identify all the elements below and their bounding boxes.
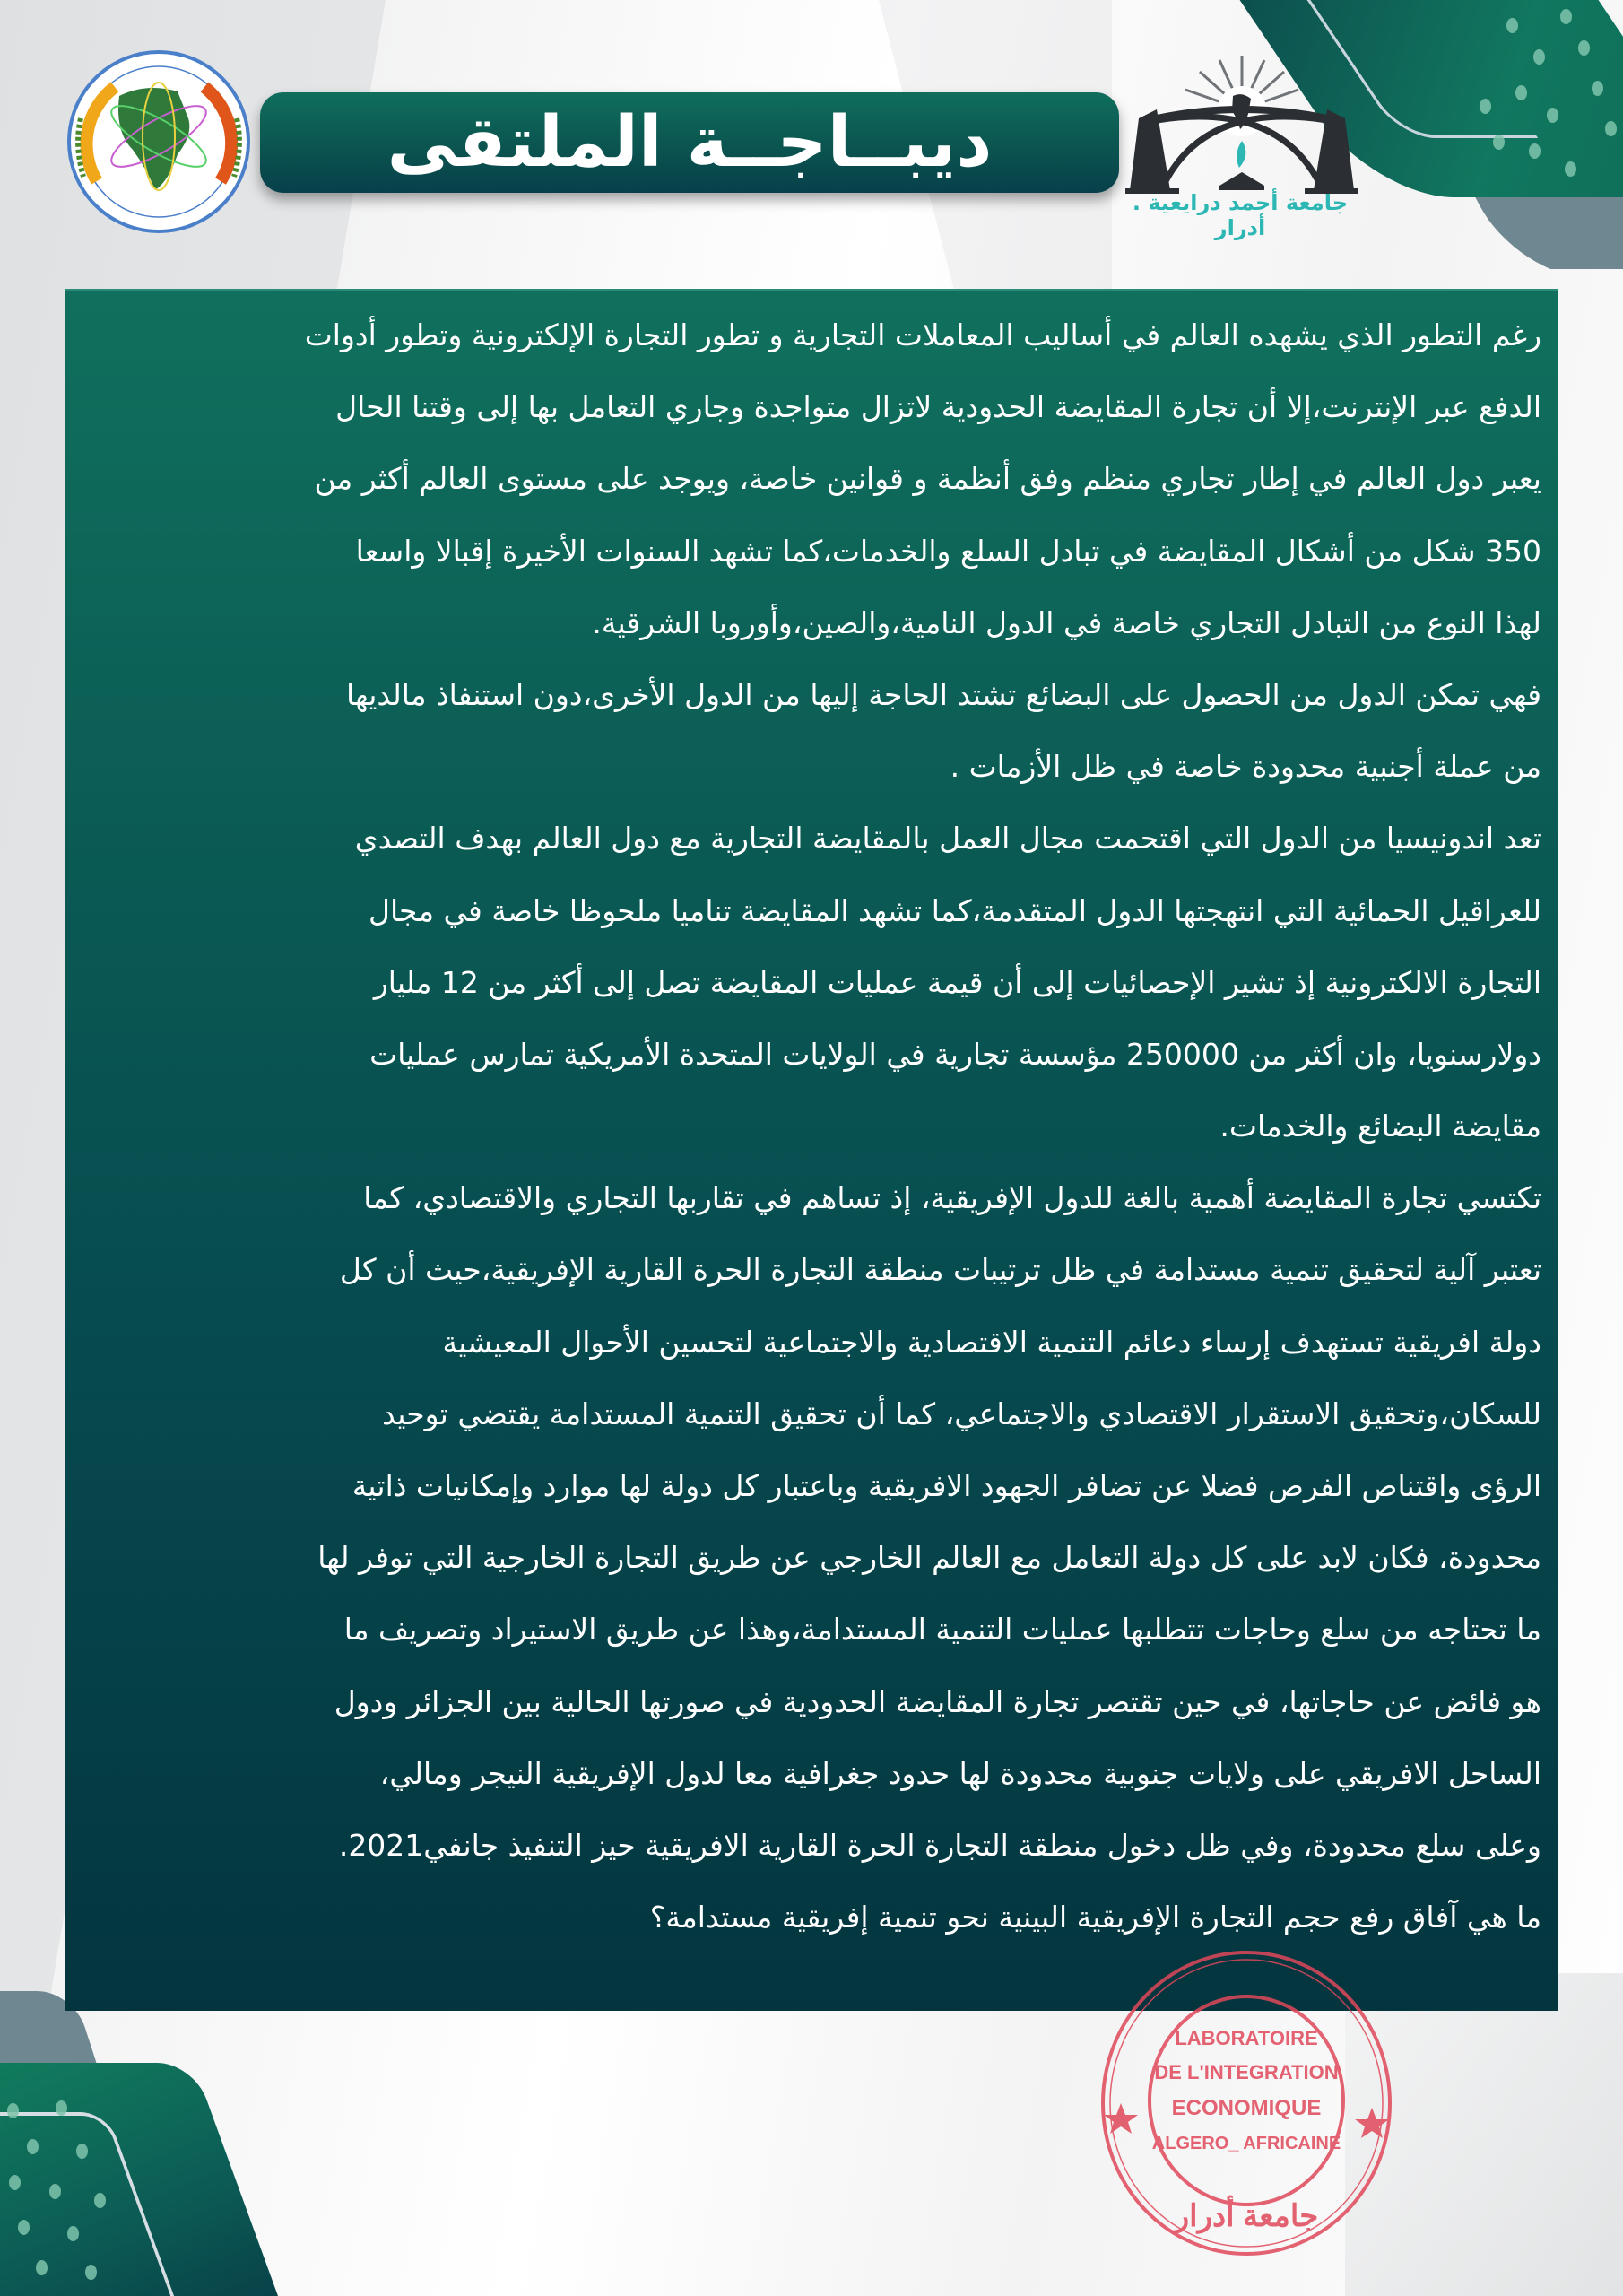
text-line: الدفع عبر الإنترنت،إلا أن تجارة المقايضة الحدودية لاتزال متواجدة وجاري التعامل بها إلى وقتنا الحال bbox=[335, 389, 1541, 425]
page-title: ديبــاجــة الملتقى bbox=[386, 102, 993, 183]
text-line: من عملة أجنبية محدودة خاصة في ظل الأزمات . bbox=[950, 749, 1541, 785]
text-line: تعد اندونيسيا من الدول التي اقتحمت مجال العمل بالمقايضة التجارية مع دول العالم بهدف التصدي bbox=[354, 821, 1541, 857]
text-line: دولارسنويا، وان أكثر من 250000 مؤسسة تجارية في الولايات المتحدة الأمريكية تمارس عمليات bbox=[369, 1036, 1541, 1072]
text-line: دولة افريقية تستهدف إرساء دعائم التنمية الاقتصادية والاجتماعية لتحسين الأحوال المعيشية bbox=[442, 1324, 1541, 1360]
text-line: محدودة، فكان لابد على كل دولة التعامل مع العالم الخارجي عن طريق التجارة الخارجية التي توفر لها bbox=[317, 1540, 1541, 1576]
text-line: تكتسي تجارة المقايضة أهمية بالغة للدول الإفريقية، إذ تساهم في تقاربها التجاري والاقتصادي، كما bbox=[363, 1180, 1541, 1216]
text-line: يعبر دول العالم في إطار تجاري منظم وفق أنظمة و قوانين خاصة، ويوجد على مستوى العالم أكثر من bbox=[314, 461, 1541, 497]
preamble-text bbox=[81, 309, 1541, 1962]
laboratory-logo bbox=[61, 47, 256, 237]
preamble-panel bbox=[65, 289, 1558, 2011]
text-line: تعتبر آلية لتحقيق تنمية مستدامة في ظل ترتيبات منطقة التجارة الحرة القارية الإفريقية،حيث أن كل bbox=[339, 1252, 1541, 1288]
svg-text:DE L'INTEGRATION: DE L'INTEGRATION bbox=[1154, 2061, 1339, 2083]
svg-text:جامعة أدرار: جامعة أدرار bbox=[1174, 2199, 1319, 2233]
university-name: جامعة أحمد درايعية . أدرار bbox=[1132, 190, 1349, 240]
official-stamp bbox=[1094, 1946, 1399, 2269]
text-line: للسكان،وتحقيق الاستقرار الاقتصادي والاجتماعي، كما أن تحقيق التنمية المستدامة يقتضي توحيد bbox=[381, 1396, 1541, 1431]
title-banner bbox=[260, 92, 1119, 193]
text-line: ما تحتاجه من سلع وحاجات تتطلبها عمليات التنمية المستدامة،وهذا عن طريق الاستيراد وتصريف ما bbox=[343, 1612, 1541, 1648]
corner-decoration-bottom-left bbox=[0, 1991, 430, 2296]
text-line: رغم التطور الذي يشهده العالم في أساليب المعاملات التجارية و تطور التجارة الإلكترونية وتطور أدوات bbox=[304, 317, 1541, 352]
svg-text:ECONOMIQUE: ECONOMIQUE bbox=[1171, 2096, 1322, 2120]
text-line: ما هي آفاق رفع حجم التجارة الإفريقية البينية نحو تنمية إفريقية مستدامة؟ bbox=[649, 1900, 1541, 1935]
text-line: وعلى سلع محدودة، وفي ظل دخول منطقة التجارة الحرة القارية الافريقية حيز التنفيذ جانفي2021. bbox=[338, 1827, 1541, 1863]
text-line: فهي تمكن الدول من الحصول على البضائع تشتد الحاجة إليها من الدول الأخرى،دون استنفاذ مالديها bbox=[345, 676, 1541, 712]
text-line: للعراقيل الحمائية التي انتهجتها الدول المتقدمة،كما تشهد المقايضة تناميا ملحوظا خاصة في مجال bbox=[368, 892, 1541, 928]
svg-text:LABORATOIRE: LABORATOIRE bbox=[1175, 2027, 1318, 2049]
text-line: الرؤى واقتناص الفرص فضلا عن تضافر الجهود الافريقية وباعتبار كل دولة لها موارد وإمكانيات ذاتية bbox=[352, 1468, 1541, 1503]
text-line: مقايضة البضائع والخدمات. bbox=[1219, 1109, 1541, 1144]
text-line: لهذا النوع من التبادل التجاري خاصة في الدول النامية،والصين،وأوروبا الشرقية. bbox=[592, 604, 1541, 640]
text-line: هو فائض عن حاجاتها، في حين تقتصر تجارة المقايضة الحدودية في صورتها الحالية بين الجزائر ودول bbox=[334, 1683, 1541, 1719]
text-line: 350 شكل من أشكال المقايضة في تبادل السلع والخدمات،كما تشهد السنوات الأخيرة إقبالا واسعا bbox=[355, 533, 1541, 569]
svg-text:ALGERO_ AFRICAINE: ALGERO_ AFRICAINE bbox=[1151, 2134, 1341, 2153]
text-line: الساحل الافريقي على ولايات جنوبية محدودة لها حدود جغرافية معا لدول الإفريقية النيجر ومالي، bbox=[379, 1755, 1541, 1791]
text-line: التجارة الالكترونية إذ تشير الإحصائيات إلى أن قيمة عمليات المقايضة تصل إلى أكثر من 12 مليار bbox=[373, 964, 1541, 1000]
